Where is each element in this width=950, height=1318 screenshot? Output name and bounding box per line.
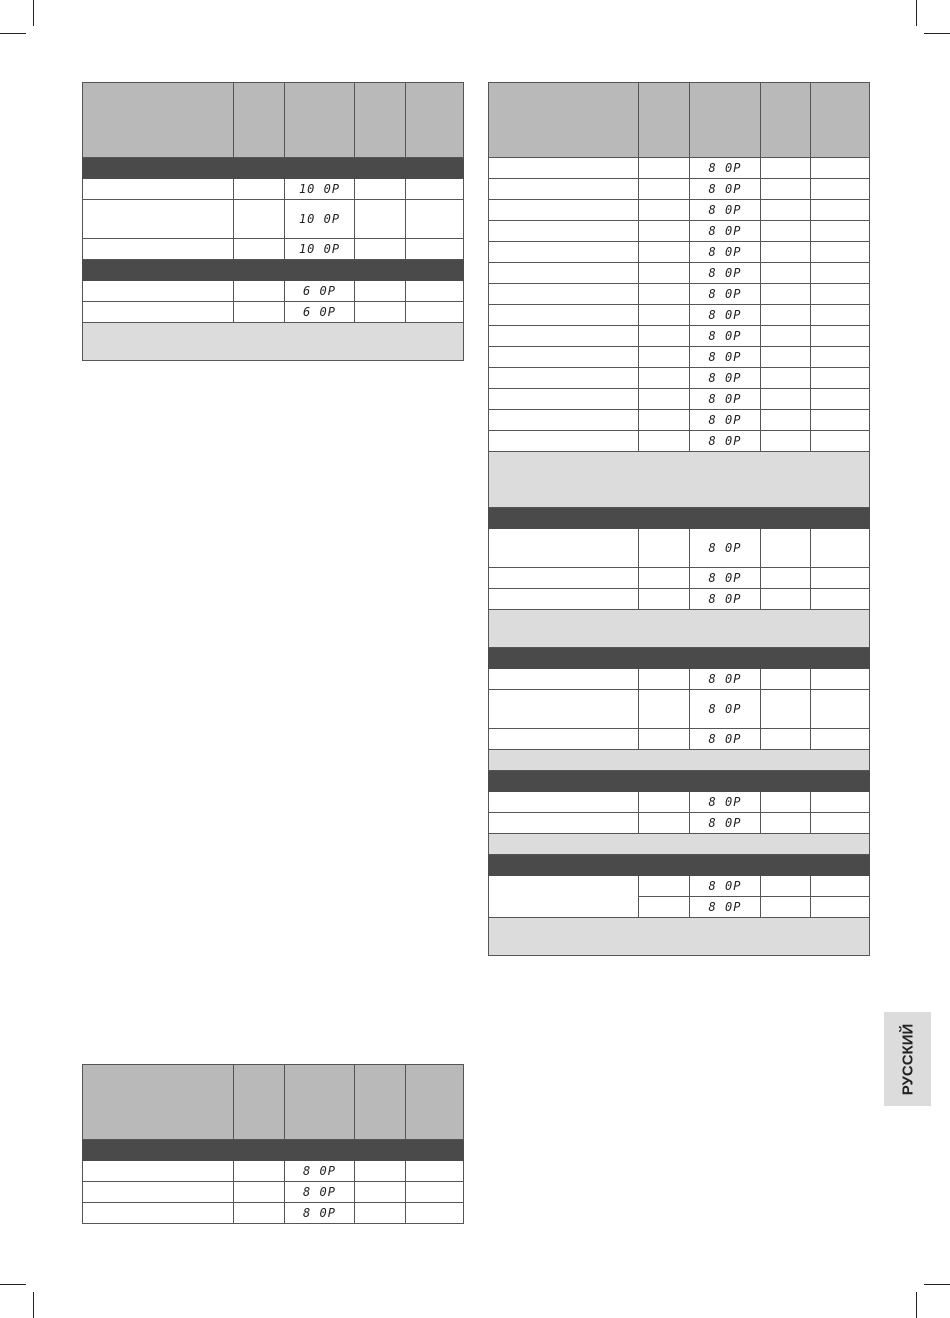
power-level: 8 0P	[690, 221, 761, 242]
table-row	[489, 529, 870, 568]
table-row	[489, 284, 870, 305]
crop-mark	[0, 33, 26, 34]
table-row	[489, 263, 870, 284]
note-row	[489, 610, 870, 648]
power-level: 6 0P	[285, 281, 355, 302]
section-divider	[489, 855, 870, 876]
table-row	[489, 431, 870, 452]
table-row	[489, 221, 870, 242]
program-table-c	[488, 82, 870, 956]
table-row	[489, 690, 870, 729]
table-row	[489, 368, 870, 389]
program-table-b	[82, 1064, 464, 1224]
table-row	[489, 158, 870, 179]
crop-mark	[916, 1292, 917, 1318]
crop-mark	[33, 1292, 34, 1318]
power-level: 8 0P	[690, 876, 761, 897]
section-divider	[83, 1140, 464, 1161]
power-level: 8 0P	[690, 305, 761, 326]
table-header	[83, 1065, 464, 1140]
table-row	[489, 410, 870, 431]
power-level: 6 0P	[285, 302, 355, 323]
table-row	[83, 1161, 464, 1182]
crop-mark	[33, 0, 34, 26]
power-level: 8 0P	[690, 792, 761, 813]
crop-mark	[916, 0, 917, 26]
table-header	[489, 83, 870, 158]
power-level: 8 0P	[690, 431, 761, 452]
table-row	[489, 729, 870, 750]
table-row	[489, 389, 870, 410]
section-divider	[83, 260, 464, 281]
section-divider	[489, 508, 870, 529]
power-level: 8 0P	[690, 897, 761, 918]
table-row	[489, 179, 870, 200]
note-row	[489, 452, 870, 508]
language-label: РУССКИЙ	[899, 1023, 916, 1095]
power-level: 8 0P	[690, 200, 761, 221]
note-row	[83, 323, 464, 361]
section-divider	[83, 158, 464, 179]
table-row	[489, 326, 870, 347]
power-level: 8 0P	[690, 242, 761, 263]
table-row	[489, 568, 870, 589]
table-row	[83, 1203, 464, 1224]
table-row	[83, 1182, 464, 1203]
power-level: 8 0P	[690, 529, 761, 568]
power-level: 8 0P	[690, 263, 761, 284]
table-row	[83, 281, 464, 302]
table-row	[83, 179, 464, 200]
power-level: 8 0P	[690, 410, 761, 431]
table-row	[83, 239, 464, 260]
power-level: 8 0P	[690, 158, 761, 179]
power-level: 8 0P	[690, 368, 761, 389]
power-level: 8 0P	[690, 284, 761, 305]
power-level: 10 0P	[285, 239, 355, 260]
power-level: 10 0P	[285, 200, 355, 239]
table-row	[489, 305, 870, 326]
table-row	[489, 669, 870, 690]
table-row	[489, 347, 870, 368]
power-level: 8 0P	[285, 1203, 355, 1224]
power-level: 8 0P	[690, 179, 761, 200]
table-row	[83, 302, 464, 323]
crop-mark	[924, 33, 950, 34]
table-row	[489, 792, 870, 813]
table-row	[489, 813, 870, 834]
note-row	[489, 834, 870, 855]
table-header	[83, 83, 464, 158]
power-level: 8 0P	[690, 326, 761, 347]
power-level: 8 0P	[690, 690, 761, 729]
power-level: 8 0P	[690, 389, 761, 410]
section-divider	[489, 648, 870, 669]
power-level: 10 0P	[285, 179, 355, 200]
power-level: 8 0P	[690, 813, 761, 834]
section-divider	[489, 771, 870, 792]
note-row	[489, 918, 870, 956]
power-level: 8 0P	[690, 347, 761, 368]
crop-mark	[924, 1284, 950, 1285]
power-level: 8 0P	[690, 568, 761, 589]
power-level: 8 0P	[690, 669, 761, 690]
note-row	[489, 750, 870, 771]
power-level: 8 0P	[690, 589, 761, 610]
language-tab	[884, 1012, 931, 1106]
table-row	[489, 200, 870, 221]
program-table-a	[82, 82, 464, 361]
table-row	[489, 242, 870, 263]
power-level: 8 0P	[285, 1161, 355, 1182]
table-row	[83, 200, 464, 239]
table-row	[489, 876, 870, 897]
crop-mark	[0, 1284, 26, 1285]
table-row	[489, 589, 870, 610]
power-level: 8 0P	[285, 1182, 355, 1203]
power-level: 8 0P	[690, 729, 761, 750]
